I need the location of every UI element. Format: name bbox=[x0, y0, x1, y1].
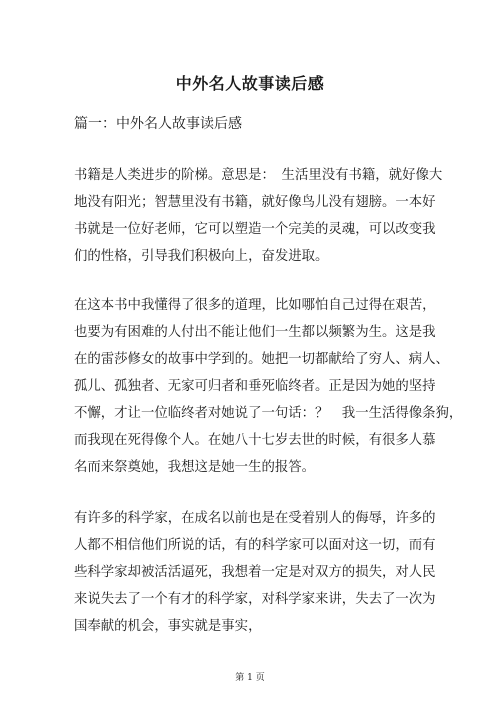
paragraph-line: 也要为有困难的人付出不能让他们一生都以频繁为生。这是我 bbox=[74, 325, 436, 340]
paragraph-line: 们的性格，引导我们积极向上，奋发进取。 bbox=[74, 249, 329, 264]
paragraph-line: 不懈，才让一位临终者对她说了一句话：？ 我一生活得像条狗， bbox=[74, 406, 463, 421]
paragraph-line: 书就是一位好老师，它可以塑造一个完美的灵魂，可以改变我 bbox=[74, 222, 436, 237]
paragraph-line: 而我现在死得像个人。在她八十七岁去世的时候，有很多人慕 bbox=[74, 433, 436, 448]
document-title: 中外名人故事读后感 bbox=[175, 74, 325, 93]
paragraph-line: 地没有阳光；智慧里没有书籍，就好像鸟儿没有翅膀。一本好 bbox=[74, 195, 436, 210]
paragraph-line: 书籍是人类进步的阶梯。意思是： 生活里没有书籍，就好像大 bbox=[74, 168, 443, 183]
paragraph-line: 有许多的科学家，在成名以前也是在受着别人的侮辱，许多的 bbox=[74, 511, 436, 526]
paragraph-line: 在这本书中我懂得了很多的道理，比如哪怕自己过得在艰苦， bbox=[74, 298, 436, 313]
paragraph-line: 国奉献的机会，事实就是事实， bbox=[74, 619, 262, 634]
paragraph-line: 名而来祭奠她，我想这是她一生的报答。 bbox=[74, 460, 316, 475]
paragraph-1 bbox=[74, 162, 443, 270]
paragraph-2 bbox=[74, 292, 463, 481]
paragraph-3 bbox=[74, 505, 434, 640]
page-number: 第 1 页 bbox=[235, 673, 265, 683]
paragraph-line: 来说失去了一个有才的科学家，对科学家来讲，失去了一次为 bbox=[74, 592, 436, 607]
paragraph-line: 在的雷莎修女的故事中学到的。她把一切都献给了穷人、病人、 bbox=[74, 352, 449, 367]
section-heading: 篇一：中外名人故事读后感 bbox=[74, 116, 242, 132]
paragraph-line: 孤儿、孤独者、无家可归者和垂死临终者。正是因为她的坚持 bbox=[74, 379, 436, 394]
paragraph-line: 人都不相信他们所说的话，有的科学家可以面对这一切，而有 bbox=[74, 538, 436, 553]
paragraph-line: 些科学家却被活活逼死，我想着一定是对双方的损失，对人民 bbox=[74, 565, 436, 580]
